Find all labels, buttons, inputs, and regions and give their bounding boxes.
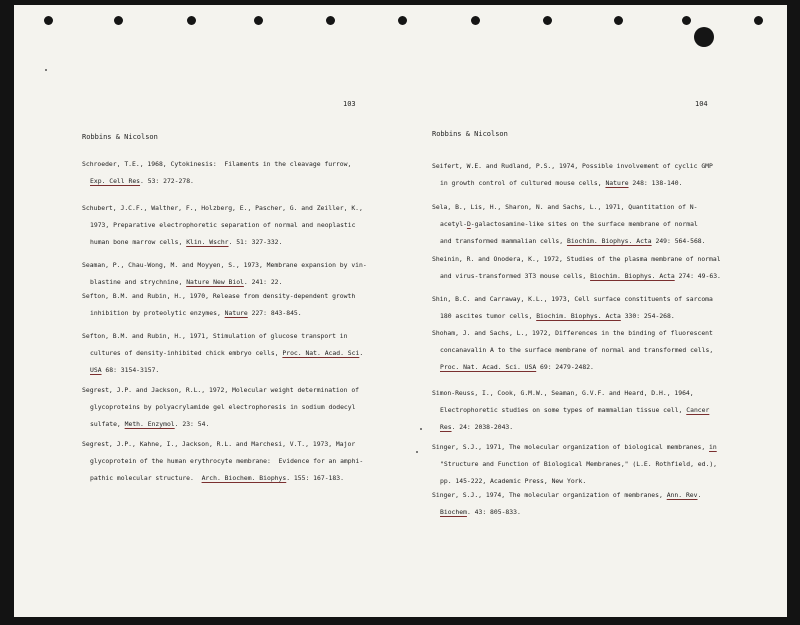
reference-entry	[432, 291, 713, 325]
reference-text: acetyl-	[440, 220, 467, 228]
reference-text: . 24: 2038-2043.	[451, 423, 514, 431]
reference-entry	[82, 436, 363, 487]
reference-text: Seaman, P., Chau-Wong, M. and Moyyen, S., 1973, Membrane expansion by vin-	[82, 261, 367, 269]
running-head-right: Robbins & Nicolson	[432, 130, 508, 138]
reference-text: . 155: 167-183.	[286, 474, 344, 482]
reference-line	[432, 175, 713, 192]
reference-line	[432, 342, 713, 359]
journal-title: Res	[440, 423, 452, 431]
page-number-right: 104	[695, 100, 708, 108]
reference-text: inhibition by proteolytic enzymes,	[90, 309, 225, 317]
reference-text: Simon-Reuss, I., Cook, G.M.W., Seaman, G.V.F. and Heard, D.H., 1964,	[432, 389, 694, 397]
reference-line	[432, 504, 701, 521]
reference-text: Sheinin, R. and Onodera, K., 1972, Studies of the plasma membrane of normal	[432, 255, 721, 263]
reference-text: in growth control of cultured mouse cells,	[440, 179, 606, 187]
reference-text: 180 ascites tumor cells,	[440, 312, 537, 320]
reference-line	[82, 362, 363, 379]
binder-hole	[254, 16, 263, 25]
reference-entry	[432, 487, 701, 521]
reference-text: concanavalin A to the surface membrane of normal and transformed cells,	[440, 346, 714, 354]
reference-text: Electrophoretic studies on some types of mammalian tissue cell,	[440, 406, 687, 414]
reference-text: 1973, Preparative electrophoretic separation of normal and neoplastic	[90, 221, 356, 229]
reference-line	[82, 399, 359, 416]
reference-text: Sefton, B.M. and Rubin, H., 1971, Stimulation of glucose transport in	[82, 332, 348, 340]
journal-title: Meth. Enzymol	[124, 420, 175, 428]
reference-text: . 53: 272-278.	[140, 177, 194, 185]
reference-line	[82, 305, 355, 322]
reference-line	[432, 251, 721, 268]
journal-title: Cancer	[686, 406, 710, 414]
scan-speck	[420, 428, 422, 430]
reference-text: 68: 3154-3157.	[101, 366, 160, 374]
reference-line	[432, 325, 713, 342]
reference-text: 248: 138-140.	[628, 179, 683, 187]
reference-line	[82, 173, 351, 190]
reference-text: and transformed mammalian cells,	[440, 237, 567, 245]
reference-line	[432, 199, 706, 216]
journal-title: Proc. Nat. Acad. Sci. USA	[440, 363, 537, 371]
reference-line	[432, 233, 706, 250]
reference-text: pp. 145-222, Academic Press, New York.	[440, 477, 587, 485]
reference-line	[432, 439, 717, 456]
reference-text: cultures of density-inhibited chick embryo cells,	[90, 349, 283, 357]
reference-text: Sela, B., Lis, H., Sharon, N. and Sachs, L., 1971, Quantitation of N-	[432, 203, 698, 211]
reference-line	[82, 345, 363, 362]
running-head-left: Robbins & Nicolson	[82, 133, 158, 141]
reference-text: glycoprotein of the human erythrocyte membrane: Evidence for an amphi-	[90, 457, 364, 465]
reference-line	[432, 359, 713, 376]
journal-title: Biochem	[440, 508, 467, 516]
reference-text: -galactosamine-like sites on the surface membrane of normal	[470, 220, 698, 228]
reference-line	[432, 402, 709, 419]
reference-text: blastine and strychnine,	[90, 278, 187, 286]
reference-line	[432, 291, 713, 308]
reference-text: human bone marrow cells,	[90, 238, 187, 246]
reference-text: Singer, S.J., 1974, The molecular organization of membranes,	[432, 491, 667, 499]
journal-title: Nature New Biol	[186, 278, 244, 286]
reference-line	[432, 419, 709, 436]
reference-line	[82, 416, 359, 433]
journal-title: Biochim. Biophys. Acta	[566, 237, 652, 245]
journal-title: Nature	[224, 309, 248, 317]
reference-text: and virus-transformed 3T3 mouse cells,	[440, 272, 591, 280]
reference-text: Schroeder, T.E., 1968, Cytokinesis: Filaments in the cleavage furrow,	[82, 160, 352, 168]
reference-text: "Structure and Function of Biological Membranes," (L.E. Rothfield, ed.),	[440, 460, 718, 468]
reference-entry	[432, 251, 721, 285]
reference-text: Segrest, J.P. and Jackson, R.L., 1972, Molecular weight determination of	[82, 386, 360, 394]
journal-title: USA	[90, 366, 102, 374]
reference-entry	[82, 257, 367, 291]
binder-hole	[114, 16, 123, 25]
reference-text: Sefton, B.M. and Rubin, H., 1970, Release from density-dependent growth	[82, 292, 356, 300]
reference-entry	[432, 325, 713, 376]
reference-text: . 51: 327-332.	[228, 238, 283, 246]
reference-line	[432, 308, 713, 325]
reference-text: . 43: 805-833.	[466, 508, 521, 516]
binder-hole	[326, 16, 335, 25]
reference-line	[432, 456, 717, 473]
binder-hole-large	[694, 27, 714, 47]
reference-entry	[432, 199, 706, 250]
reference-text: Shin, B.C. and Carraway, K.L., 1973, Cell surface constituents of sarcoma	[432, 295, 713, 303]
journal-title: Nature	[605, 179, 629, 187]
binder-hole	[543, 16, 552, 25]
journal-title: Biochim. Biophys. Acta	[536, 312, 621, 320]
reference-entry	[82, 288, 355, 322]
reference-line	[82, 382, 359, 399]
binder-hole	[471, 16, 480, 25]
reference-entry	[432, 158, 713, 192]
reference-text: .	[359, 349, 364, 357]
reference-entry	[82, 382, 359, 433]
reference-text: 227: 843-845.	[247, 309, 302, 317]
reference-entry	[82, 328, 363, 379]
reference-entry	[432, 439, 717, 490]
reference-text: 274: 49-63.	[674, 272, 721, 280]
binder-hole	[682, 16, 691, 25]
reference-entry	[82, 200, 363, 251]
reference-text: Seifert, W.E. and Rudland, P.S., 1974, Possible involvement of cyclic GMP	[432, 162, 713, 170]
binder-hole	[754, 16, 763, 25]
reference-text: sulfate,	[90, 420, 125, 428]
reference-text: . 241: 22.	[243, 278, 283, 286]
reference-line	[432, 385, 709, 402]
scan-speck	[416, 451, 418, 453]
reference-line	[82, 200, 363, 217]
journal-title: Arch. Biochem. Biophys	[201, 474, 287, 482]
journal-title: Klin. Wschr	[186, 238, 229, 246]
reference-line	[82, 217, 363, 234]
binder-hole	[187, 16, 196, 25]
reference-entry	[82, 156, 351, 190]
reference-text: pathic molecular structure.	[90, 474, 202, 482]
reference-line	[432, 158, 713, 175]
scanned-sheet	[14, 5, 787, 617]
journal-title: Biochim. Biophys. Acta	[590, 272, 675, 280]
binder-hole	[614, 16, 623, 25]
reference-line	[82, 288, 355, 305]
reference-line	[82, 328, 363, 345]
reference-line	[432, 268, 721, 285]
reference-text: 330: 254-268.	[620, 312, 675, 320]
reference-line	[82, 453, 363, 470]
reference-line	[82, 156, 351, 173]
scan-speck	[45, 69, 47, 71]
reference-text: Singer, S.J., 1971, The molecular organization of biological membranes,	[432, 443, 710, 451]
journal-title: D	[466, 220, 471, 228]
journal-title: Proc. Nat. Acad. Sci	[282, 349, 360, 357]
reference-line	[82, 470, 363, 487]
reference-line	[82, 234, 363, 251]
reference-line	[82, 436, 363, 453]
reference-text: glycoproteins by polyacrylamide gel electrophoresis in sodium dodecyl	[90, 403, 356, 411]
reference-line	[82, 257, 367, 274]
reference-text: . 23: 54.	[174, 420, 210, 428]
binder-hole	[398, 16, 407, 25]
reference-text: Segrest, J.P., Kahne, I., Jackson, R.L. and Marchesi, V.T., 1973, Major	[82, 440, 356, 448]
reference-text: 69: 2479-2482.	[536, 363, 594, 371]
journal-title: Exp. Cell Res	[90, 177, 141, 185]
reference-text: 249: 564-568.	[651, 237, 706, 245]
reference-text: .	[697, 491, 702, 499]
page-number-left: 103	[343, 100, 356, 108]
reference-line	[432, 216, 706, 233]
reference-entry	[432, 385, 709, 436]
reference-text: Shoham, J. and Sachs, L., 1972, Differences in the binding of fluorescent	[432, 329, 713, 337]
journal-title: in	[709, 443, 717, 451]
reference-line	[432, 487, 701, 504]
reference-text: Schubert, J.C.F., Walther, F., Holzberg, E., Pascher, G. and Zeiller, K.,	[82, 204, 363, 212]
binder-hole	[44, 16, 53, 25]
journal-title: Ann. Rev	[666, 491, 698, 499]
